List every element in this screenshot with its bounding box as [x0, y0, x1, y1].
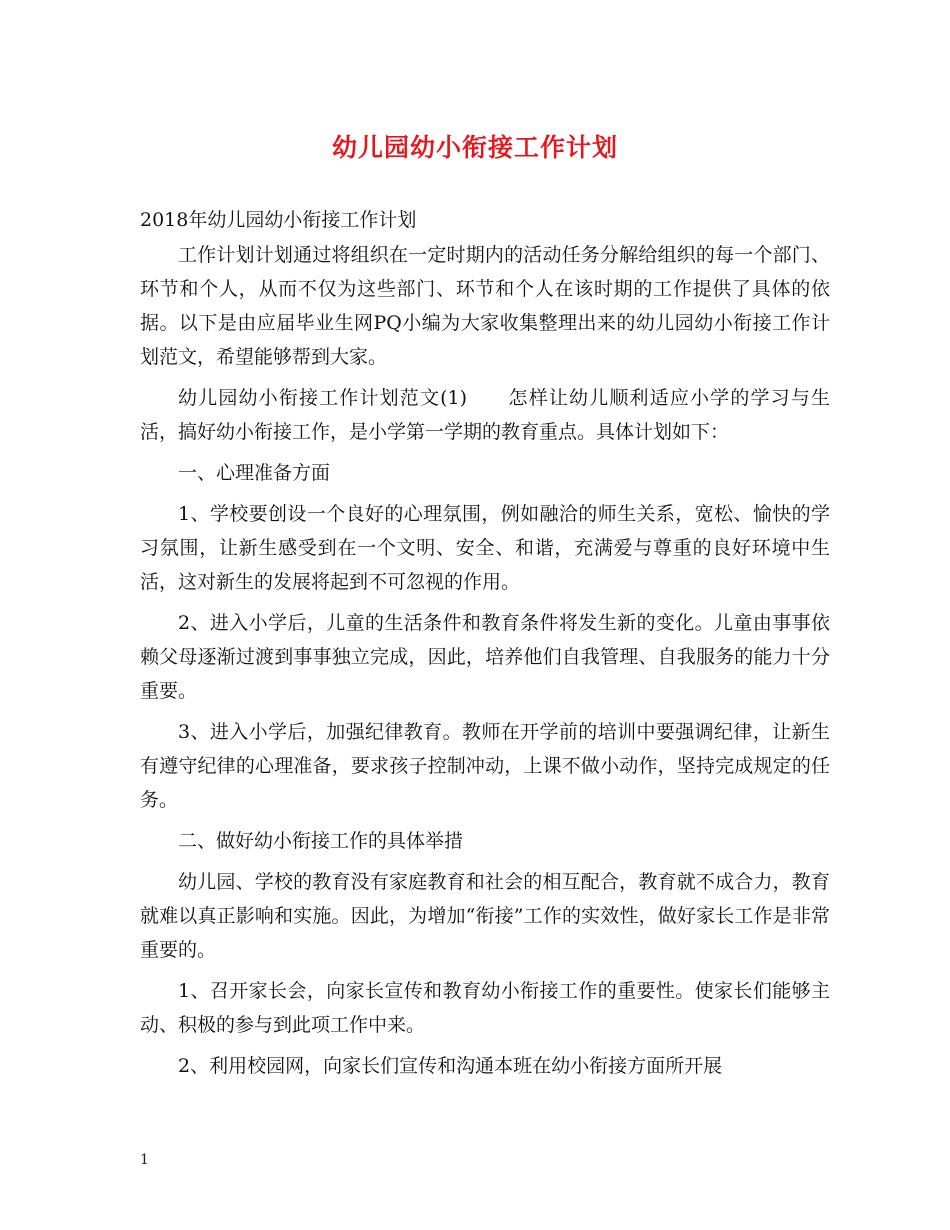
paragraph-sample-1: 幼儿园幼小衔接工作计划范文(1) 怎样让幼儿顺利适应小学的学习与生活，搞好幼小衔接工作，是小学第一学期的教育重点。具体计划如下：: [140, 387, 830, 443]
page-number: 1: [140, 1152, 149, 1168]
paragraph-item-2: 2、进入小学后，儿童的生活条件和教育条件将发生新的变化。儿童由事事依赖父母逐渐过渡到事事独立完成，因此，培养他们自我管理、自我服务的能力十分重要。: [140, 612, 830, 702]
section-heading-psychological: 一、心理准备方面: [178, 462, 331, 484]
document-body: [140, 203, 830, 1090]
section-heading-measures: 二、做好幼小衔接工作的具体举措: [178, 830, 464, 852]
paragraph-intro: 工作计划计划通过将组织在一定时期内的活动任务分解给组织的每一个部门、环节和个人，从而不仅为这些部门、环节和个人在该时期的工作提供了具体的依据。以下是由应届毕业生网PQ小编为大家收集整理出来的幼儿园幼小衔接工作计划范文，希望能够帮到大家。: [140, 244, 830, 368]
paragraph-family-cooperation: 幼儿园、学校的教育没有家庭教育和社会的相互配合，教育就不成合力，教育就难以真正影响和实施。因此，为增加“衔接”工作的实效性，做好家长工作是非常重要的。: [140, 871, 830, 961]
paragraph-campus-network: 2、利用校园网，向家长们宣传和沟通本班在幼小衔接方面所开展: [178, 1055, 723, 1077]
paragraph-item-3: 3、进入小学后，加强纪律教育。教师在开学前的培训中要强调纪律，让新生有遵守纪律的心理准备，要求孩子控制冲动，上课不做小动作，坚持完成规定的任务。: [140, 721, 830, 811]
document-title: 幼儿园幼小衔接工作计划: [331, 133, 618, 162]
paragraph-item-1: 1、学校要创设一个良好的心理氛围，例如融洽的师生关系，宽松、愉快的学习氛围，让新生感受到在一个文明、安全、和谐，充满爱与尊重的良好环境中生活，这对新生的发展将起到不可忽视的作用。: [140, 503, 830, 593]
paragraph-parent-meeting: 1、召开家长会，向家长宣传和教育幼小衔接工作的重要性。使家长们能够主动、积极的参与到此项工作中来。: [140, 980, 830, 1036]
document-subtitle: 2018年幼儿园幼小衔接工作计划: [140, 209, 417, 231]
